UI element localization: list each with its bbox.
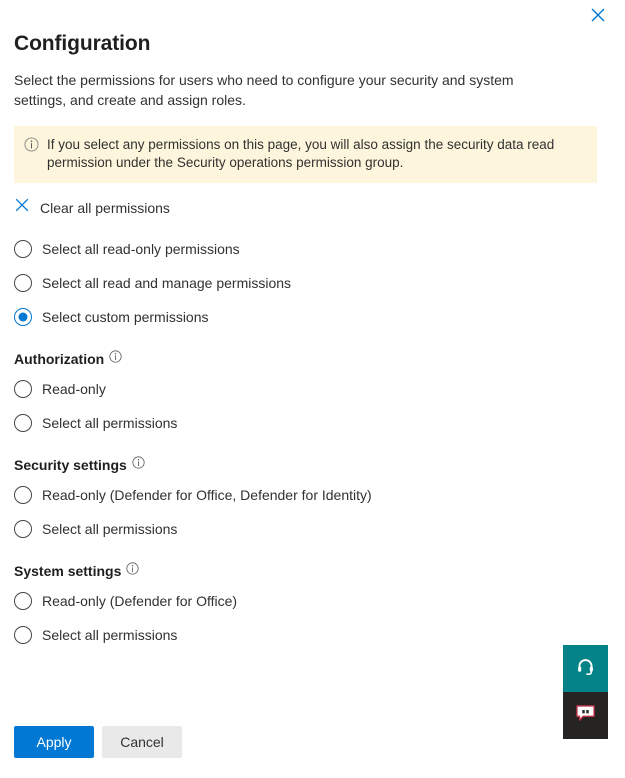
close-panel-button[interactable] <box>585 2 611 28</box>
radio-authorization-read-only[interactable] <box>14 372 106 406</box>
radio-label: Read-only (Defender for Office, Defender for Identity) <box>42 487 372 503</box>
radio-label: Select all read and manage permissions <box>42 275 292 291</box>
radio-indicator <box>14 592 32 610</box>
chat-bubble-icon <box>575 704 596 728</box>
security-settings-radio-group <box>14 478 611 546</box>
section-authorization <box>14 350 611 440</box>
radio-indicator <box>14 308 32 326</box>
info-banner <box>14 126 597 183</box>
headset-icon <box>576 657 595 681</box>
support-widget[interactable] <box>563 645 608 692</box>
radio-label: Read-only <box>42 381 106 397</box>
section-title: Authorization <box>14 351 105 367</box>
radio-select-custom[interactable] <box>14 300 209 334</box>
floating-widget-stack <box>563 645 608 739</box>
cancel-button[interactable]: Cancel <box>102 726 182 758</box>
clear-x-icon <box>14 197 30 218</box>
section-title: System settings <box>14 563 122 579</box>
radio-label: Select all permissions <box>42 521 178 537</box>
radio-security-read-only[interactable] <box>14 478 372 512</box>
radio-indicator <box>14 626 32 644</box>
radio-select-all-read-only[interactable] <box>14 232 240 266</box>
section-header <box>14 456 611 474</box>
info-circle-icon[interactable] <box>109 350 122 368</box>
radio-indicator <box>14 520 32 538</box>
section-system-settings <box>14 562 611 652</box>
radio-indicator <box>14 486 32 504</box>
close-icon <box>591 8 605 22</box>
radio-label: Select custom permissions <box>42 309 209 325</box>
radio-indicator <box>14 380 32 398</box>
radio-system-read-only[interactable] <box>14 584 237 618</box>
radio-security-select-all[interactable] <box>14 512 177 546</box>
section-title: Security settings <box>14 457 127 473</box>
page-title: Configuration <box>14 32 151 55</box>
clear-all-permissions-action[interactable] <box>14 197 170 218</box>
radio-indicator <box>14 414 32 432</box>
section-header <box>14 562 611 580</box>
permission-mode-radio-group <box>14 232 611 334</box>
info-circle-icon <box>24 137 39 157</box>
apply-button[interactable]: Apply <box>14 726 94 758</box>
section-header <box>14 350 611 368</box>
info-circle-icon[interactable] <box>126 562 139 580</box>
authorization-radio-group <box>14 372 611 440</box>
panel-footer <box>14 726 182 758</box>
radio-select-all-read-manage[interactable] <box>14 266 291 300</box>
radio-label: Select all permissions <box>42 415 178 431</box>
radio-indicator <box>14 240 32 258</box>
radio-indicator <box>14 274 32 292</box>
radio-label: Select all read-only permissions <box>42 241 240 257</box>
radio-authorization-select-all[interactable] <box>14 406 177 440</box>
feedback-widget[interactable] <box>563 692 608 739</box>
info-banner-text: If you select any permissions on this page, you will also assign the security data read permission under the Security operations permission group. <box>47 137 555 170</box>
radio-system-select-all[interactable] <box>14 618 177 652</box>
system-settings-radio-group <box>14 584 611 652</box>
section-security-settings <box>14 456 611 546</box>
radio-label: Select all permissions <box>42 627 178 643</box>
info-circle-icon[interactable] <box>132 456 145 474</box>
radio-label: Read-only (Defender for Office) <box>42 593 238 609</box>
page-description: Select the permissions for users who need to configure your security and system settings, and create and assign roles. <box>14 72 514 108</box>
clear-all-permissions-label: Clear all permissions <box>40 199 170 216</box>
